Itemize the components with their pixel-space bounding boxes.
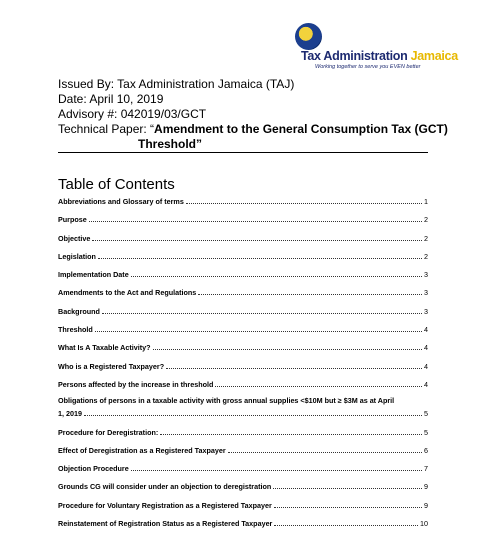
advisory-number: Advisory #: 042019/03/GCT <box>58 107 207 121</box>
logo-name: Tax Administration Jamaica <box>301 49 458 63</box>
toc-entry[interactable]: Background 3 <box>58 306 428 316</box>
toc-entry[interactable]: Legislation 2 <box>58 251 428 261</box>
issue-date: Date: April 10, 2019 <box>58 92 164 106</box>
toc-entry[interactable]: Purpose 2 <box>58 215 428 225</box>
paper-title-continued: Threshold” <box>138 137 203 151</box>
table-of-contents <box>58 195 428 535</box>
toc-page-number: 4 <box>424 325 428 335</box>
toc-page-number: 3 <box>424 270 428 280</box>
toc-page-number: 2 <box>424 233 428 243</box>
toc-entry[interactable]: Persons affected by the increase in threshold 4 <box>58 379 428 389</box>
dot-leader <box>153 348 422 350</box>
technical-paper: Technical Paper: “Amendment to the General Consumption Tax (GCT) <box>58 122 448 136</box>
toc-entry[interactable]: Procedure for Voluntary Registration as a Registered Taxpayer 9 <box>58 500 428 510</box>
dot-leader <box>273 487 422 489</box>
dot-leader <box>95 330 422 332</box>
toc-page-number: 7 <box>424 464 428 474</box>
toc-entry[interactable]: Obligations of persons in a taxable activity with gross annual supplies <$10M but ≥ $3M as at April 1, 2019 5 <box>58 396 428 419</box>
toc-entry[interactable]: Effect of Deregistration as a Registered Taxpayer 6 <box>58 445 428 455</box>
toc-page-number: 4 <box>424 379 428 389</box>
taj-logo <box>295 23 458 73</box>
toc-entry[interactable]: Abbreviations and Glossary of terms 1 <box>58 197 428 206</box>
toc-entry[interactable]: Objective 2 <box>58 233 428 243</box>
dot-leader <box>186 202 422 204</box>
dot-leader <box>198 293 422 295</box>
dot-leader <box>215 385 422 387</box>
toc-page-number: 3 <box>424 306 428 316</box>
dot-leader <box>102 312 422 314</box>
dot-leader <box>131 275 422 277</box>
dot-leader <box>274 506 422 508</box>
toc-entry[interactable]: Grounds CG will consider under an objection to deregistration 9 <box>58 482 428 492</box>
toc-page-number: 5 <box>424 427 428 437</box>
toc-page-number: 10 <box>420 519 428 529</box>
toc-entry[interactable]: Who is a Registered Taxpayer? 4 <box>58 361 428 371</box>
toc-entry[interactable]: Objection Procedure 7 <box>58 464 428 474</box>
toc-entry[interactable]: Implementation Date 3 <box>58 270 428 280</box>
toc-page-number: 2 <box>424 251 428 261</box>
document-header <box>58 77 448 152</box>
toc-entry[interactable]: Amendments to the Act and Regulations 3 <box>58 288 428 298</box>
logo-tagline: Working together to serve you EVEN better <box>315 64 421 70</box>
toc-entry[interactable]: Threshold 4 <box>58 325 428 335</box>
toc-page-number: 4 <box>424 361 428 371</box>
dot-leader <box>89 220 422 222</box>
toc-heading: Table of Contents <box>58 176 175 193</box>
toc-page-number: 2 <box>424 215 428 225</box>
dot-leader <box>228 451 422 453</box>
dot-leader <box>166 367 422 369</box>
toc-page-number: 5 <box>424 409 428 419</box>
dot-leader <box>98 257 422 259</box>
paper-title: Amendment to the General Consumption Tax (GCT) <box>154 122 448 136</box>
toc-page-number: 9 <box>424 500 428 510</box>
dot-leader <box>84 414 422 416</box>
toc-entry[interactable]: Procedure for Deregistration: 5 <box>58 427 428 437</box>
toc-page-number: 9 <box>424 482 428 492</box>
dot-leader <box>92 239 422 241</box>
issued-by: Issued By: Tax Administration Jamaica (TAJ) <box>58 77 295 91</box>
globe-emblem-icon <box>295 23 322 50</box>
header-divider <box>58 152 428 153</box>
toc-page-number: 4 <box>424 343 428 353</box>
dot-leader <box>131 469 422 471</box>
dot-leader <box>160 433 422 435</box>
toc-page-number: 3 <box>424 288 428 298</box>
toc-page-number: 6 <box>424 445 428 455</box>
toc-entry[interactable]: What Is A Taxable Activity? 4 <box>58 343 428 353</box>
toc-page-number: 1 <box>424 197 428 206</box>
toc-entry[interactable]: Reinstatement of Registration Status as a Registered Taxpayer 10 <box>58 519 428 529</box>
dot-leader <box>274 524 418 526</box>
